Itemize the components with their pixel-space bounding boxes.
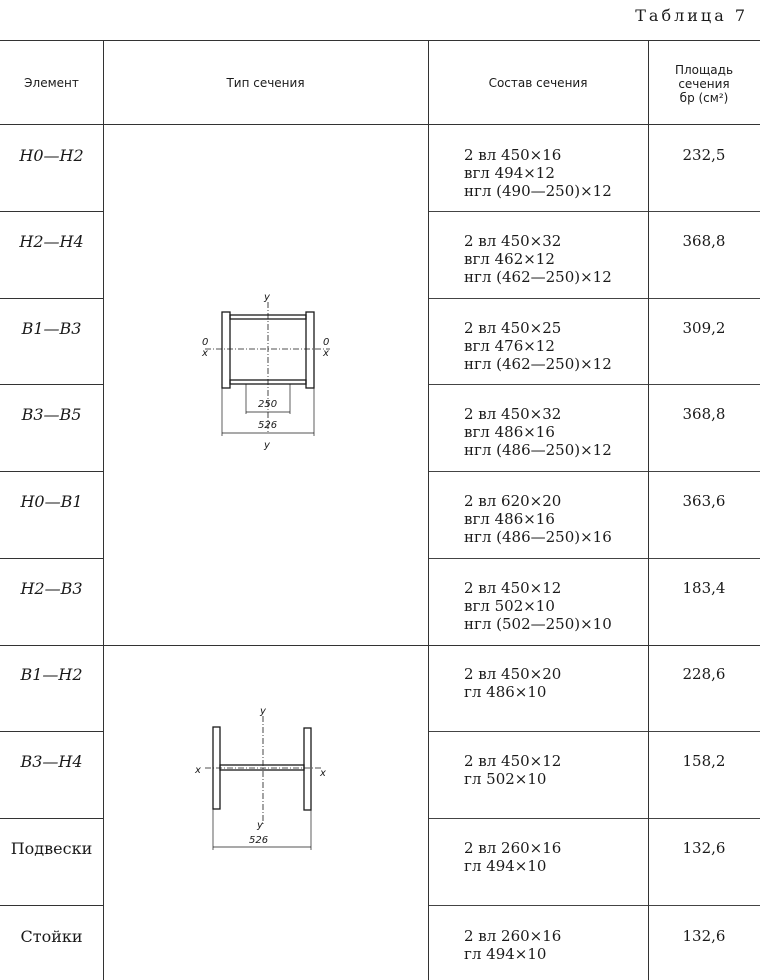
composition-line: 2 вл 450×12 (464, 579, 562, 597)
composition-cell (464, 319, 612, 373)
h-section-diagram (185, 700, 345, 860)
row-divider (428, 558, 760, 559)
axis-label-y: y (264, 292, 270, 303)
composition-line: нгл (486—250)×12 (464, 441, 612, 459)
axis-label-y: y (260, 706, 266, 717)
row-divider (428, 471, 760, 472)
row-divider (428, 905, 760, 906)
row-divider (0, 384, 103, 385)
composition-cell (464, 232, 612, 286)
composition-line: гл 494×10 (464, 857, 547, 875)
axis-label-y: y (264, 440, 270, 451)
composition-line: 2 вл 260×16 (464, 927, 562, 945)
row-divider (0, 731, 103, 732)
composition-line: вгл 476×12 (464, 337, 555, 355)
row-divider (428, 818, 760, 819)
composition-line: вгл 486×16 (464, 510, 555, 528)
area-cell: 363,6 (682, 492, 726, 510)
composition-line: 2 вл 450×25 (464, 319, 562, 337)
composition-cell (464, 492, 612, 546)
composition-cell (464, 927, 561, 963)
area-cell: 228,6 (682, 665, 726, 683)
composition-cell (464, 405, 612, 459)
area-cell: 232,5 (682, 146, 726, 164)
area-cell: 368,8 (682, 405, 726, 423)
composition-line: гл 486×10 (464, 683, 547, 701)
axis-label-x: x (195, 765, 201, 776)
right-flange-plate (304, 728, 311, 810)
table-caption: Таблица 7 (635, 6, 748, 25)
row-divider (0, 558, 103, 559)
element-cell: Н2—В3 (20, 579, 83, 598)
header-area-line: Площадь (674, 63, 734, 77)
dimension-label-526: 526 (249, 835, 269, 846)
header-element: Элемент (24, 76, 79, 90)
composition-line: вгл 502×10 (464, 597, 555, 615)
header-section-type: Тип сечения (226, 76, 305, 90)
row-divider (428, 211, 760, 212)
element-cell: Стойки (20, 927, 83, 946)
composition-line: 2 вл 450×32 (464, 232, 562, 250)
composition-line: вгл 486×16 (464, 423, 555, 441)
table-top-border (0, 40, 760, 41)
element-cell: В1—Н2 (20, 665, 83, 684)
row-divider (0, 211, 103, 212)
composition-line: нгл (490—250)×12 (464, 182, 612, 200)
right-web-plate (306, 312, 314, 388)
axis-label-x: x (323, 348, 329, 359)
composition-cell (464, 839, 561, 875)
header-area-line: бр (см²) (679, 91, 729, 105)
area-cell: 368,8 (682, 232, 726, 250)
area-cell: 183,4 (682, 579, 726, 597)
header-composition: Состав сечения (488, 76, 588, 90)
dimension-label-526: 526 (258, 420, 278, 431)
element-cell: В3—Н4 (20, 752, 83, 771)
composition-line: вгл 494×12 (464, 164, 555, 182)
axis-label-y: y (257, 820, 263, 831)
element-cell: Н0—В1 (20, 492, 83, 511)
composition-cell (464, 579, 612, 633)
composition-line: гл 502×10 (464, 770, 547, 788)
axis-label-o: 0 (202, 337, 209, 348)
row-divider (428, 384, 760, 385)
composition-line: 2 вл 450×16 (464, 146, 562, 164)
area-cell: 132,6 (682, 839, 726, 857)
column-divider (428, 40, 429, 980)
element-cell: Н2—Н4 (19, 232, 84, 251)
axis-label-x: x (320, 768, 326, 779)
composition-cell (464, 146, 612, 200)
box-section-diagram (190, 282, 340, 457)
area-cell: 158,2 (682, 752, 726, 770)
row-divider (0, 905, 103, 906)
left-web-plate (222, 312, 230, 388)
composition-cell (464, 665, 561, 701)
axis-label-x: x (202, 348, 208, 359)
row-divider (0, 818, 103, 819)
composition-line: нгл (486—250)×16 (464, 528, 612, 546)
header-area-line: сечения (678, 77, 730, 91)
axis-label-o: 0 (323, 337, 330, 348)
row-divider (428, 298, 760, 299)
composition-line: гл 494×10 (464, 945, 547, 963)
row-divider (0, 298, 103, 299)
web-plate (220, 765, 304, 770)
row-divider (0, 471, 103, 472)
composition-line: 2 вл 620×20 (464, 492, 562, 510)
column-divider (103, 40, 104, 980)
header-area (648, 63, 760, 105)
header-bottom-border (0, 124, 760, 125)
group-divider (0, 645, 760, 646)
element-cell: Подвески (10, 839, 93, 858)
composition-line: нгл (502—250)×10 (464, 615, 612, 633)
composition-line: 2 вл 450×20 (464, 665, 562, 683)
dimension-label-250: 250 (258, 399, 278, 410)
element-cell: В3—В5 (21, 405, 82, 424)
composition-line: вгл 462×12 (464, 250, 555, 268)
composition-line: 2 вл 450×12 (464, 752, 562, 770)
composition-line: 2 вл 450×32 (464, 405, 562, 423)
row-divider (428, 731, 760, 732)
element-cell: В1—В3 (21, 319, 82, 338)
composition-line: нгл (462—250)×12 (464, 268, 612, 286)
composition-cell (464, 752, 561, 788)
element-cell: Н0—Н2 (19, 146, 84, 165)
area-cell: 132,6 (682, 927, 726, 945)
composition-line: 2 вл 260×16 (464, 839, 562, 857)
area-cell: 309,2 (682, 319, 726, 337)
composition-line: нгл (462—250)×12 (464, 355, 612, 373)
